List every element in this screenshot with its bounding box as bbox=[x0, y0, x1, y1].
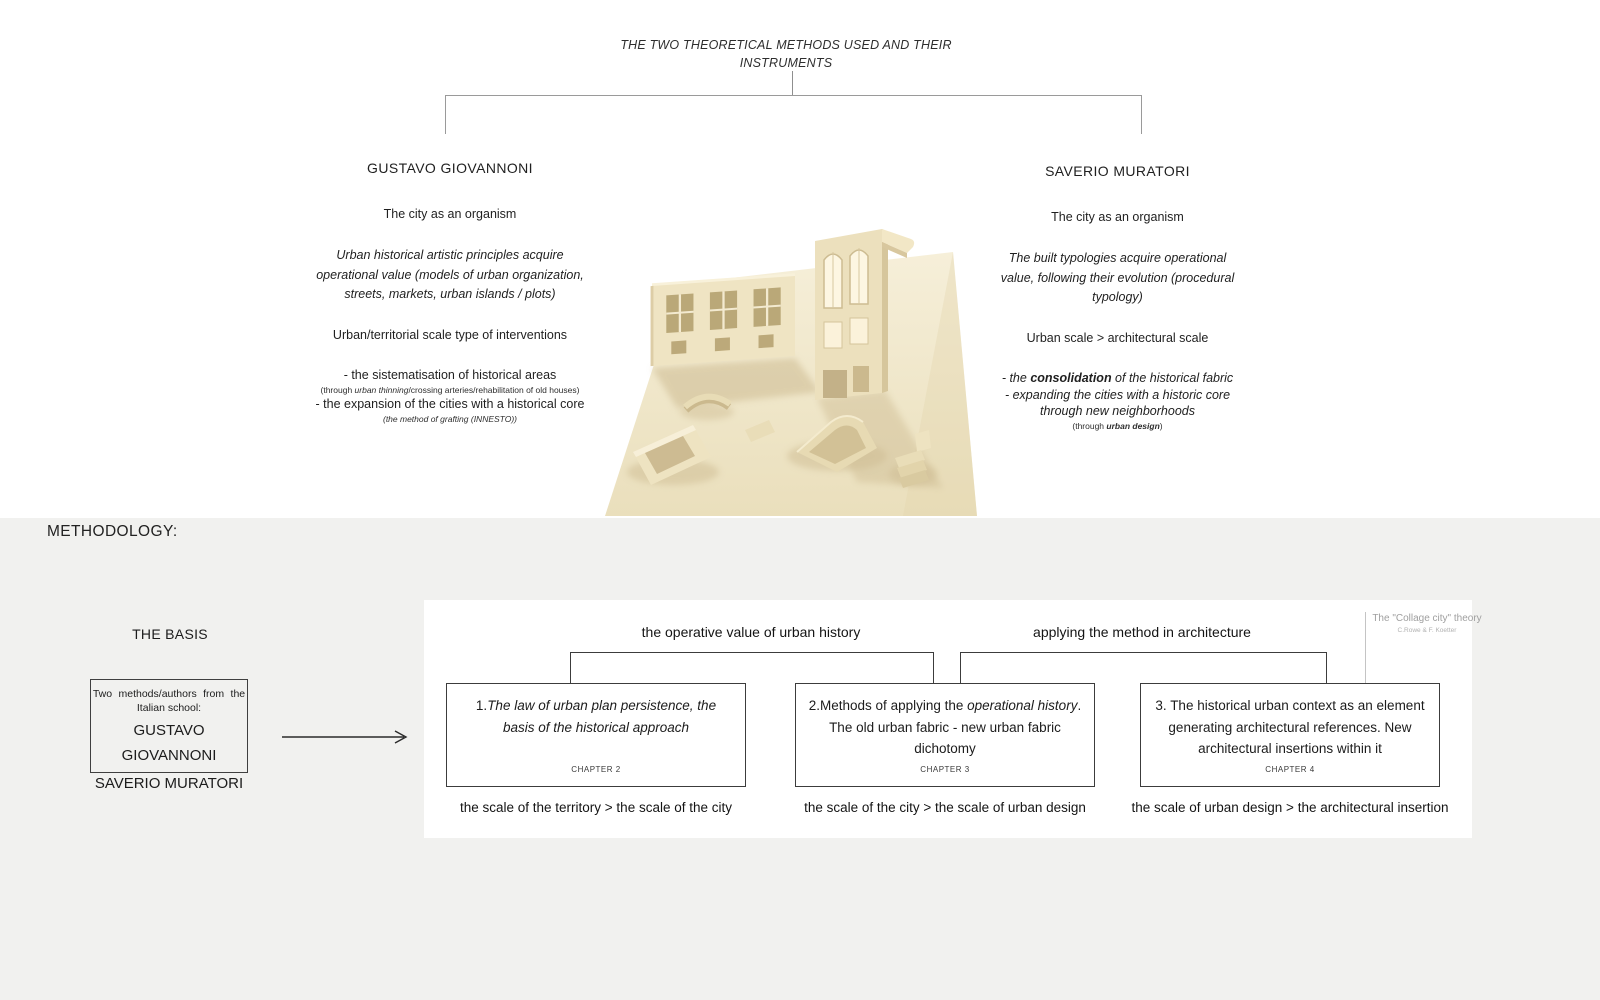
scale-caption-1: the scale of the territory > the scale of the city bbox=[459, 800, 732, 815]
bracket-right-connector bbox=[960, 652, 1327, 684]
basis-name-giovannoni: GUSTAVO GIOVANNONI bbox=[121, 722, 217, 765]
muratori-name: SAVERIO MURATORI bbox=[1045, 163, 1190, 179]
basis-intro-line2: Italian school: bbox=[136, 702, 202, 715]
title-connector-line bbox=[792, 71, 793, 95]
chapter-box-1-chapter: CHAPTER 2 bbox=[571, 765, 621, 775]
bracket-left-label: the operative value of urban history bbox=[641, 624, 861, 640]
arrow-right-connector bbox=[280, 727, 412, 747]
muratori-item-note: (through urban design) bbox=[1072, 421, 1163, 432]
diagram-title-line2: INSTRUMENTS bbox=[739, 55, 833, 70]
collage-city-note bbox=[1368, 613, 1486, 634]
muratori-item3: through new neighborhoods bbox=[1040, 404, 1195, 419]
giovannoni-scale: Urban/territorial scale type of interventions bbox=[332, 327, 568, 342]
chapter-box-1-title: 1.The law of urban plan persistence, the basis of the historical approach bbox=[475, 698, 717, 735]
chapter-box-3-chapter: CHAPTER 4 bbox=[1265, 765, 1315, 775]
giovannoni-item1: - the sistematisation of historical areas bbox=[343, 367, 557, 382]
giovannoni-organism: The city as an organism bbox=[383, 207, 517, 222]
collage-note-authors: C.Rowe & F. Koetter bbox=[1397, 627, 1457, 634]
top-bracket-connector bbox=[445, 95, 1142, 134]
muratori-scale: Urban scale > architectural scale bbox=[1026, 330, 1209, 345]
chapter-box-3 bbox=[1140, 683, 1440, 787]
muratori-principle: The built typologies acquire operational value, following their evolution (procedural typology) bbox=[1000, 251, 1235, 305]
chapter-box-1 bbox=[446, 683, 746, 787]
diagram-title bbox=[616, 37, 956, 72]
chapter-box-3-title: 3. The historical urban context as an element generating architectural references. New architectural insertions within it bbox=[1155, 698, 1425, 757]
bracket-right-label: applying the method in architecture bbox=[1033, 624, 1251, 640]
giovannoni-column bbox=[305, 158, 595, 425]
methodology-panel bbox=[424, 600, 1482, 838]
muratori-item1: - the consolidation of the historical fabric bbox=[1001, 370, 1234, 385]
giovannoni-item1-note: (through urban thinning/crossing arteries/rehabilitation of old houses) bbox=[320, 384, 580, 395]
basis-box bbox=[90, 679, 248, 793]
chapter-box-2 bbox=[795, 683, 1095, 787]
scale-caption-3: the scale of urban design > the architectural insertion bbox=[1131, 800, 1449, 815]
chapter-box-2-title: 2.Methods of applying the operational history. The old urban fabric - new urban fabric dichotomy bbox=[808, 698, 1082, 757]
model-facade-left bbox=[651, 273, 795, 366]
basis-name-muratori: SAVERIO MURATORI bbox=[94, 775, 244, 793]
giovannoni-item2-note: (the method of grafting (INNESTO)) bbox=[382, 413, 517, 424]
collage-note-line bbox=[1365, 612, 1366, 683]
chapter-box-2-chapter: CHAPTER 3 bbox=[920, 765, 970, 775]
collage-note-title: The "Collage city" theory bbox=[1372, 613, 1482, 624]
diagram-title-line1: THE TWO THEORETICAL METHODS USED AND THEIR bbox=[620, 38, 952, 52]
bracket-left-connector bbox=[570, 652, 934, 684]
muratori-organism: The city as an organism bbox=[1051, 210, 1184, 225]
methodology-label: METHODOLOGY: bbox=[47, 523, 178, 540]
basis-title: THE BASIS bbox=[132, 626, 208, 642]
paper-model-illustration bbox=[585, 220, 1025, 522]
basis-intro-line1: Two methods/authors from the bbox=[92, 688, 246, 700]
giovannoni-item2: - the expansion of the cities with a historical core bbox=[315, 396, 585, 411]
giovannoni-principle: Urban historical artistic principles acquire operational value (models of urban organization, streets, markets, urban islands / plots) bbox=[316, 248, 584, 302]
giovannoni-name: GUSTAVO GIOVANNONI bbox=[367, 160, 533, 176]
muratori-item2: - expanding the cities with a historic core bbox=[1004, 387, 1231, 402]
scale-caption-2: the scale of the city > the scale of urban design bbox=[804, 800, 1086, 815]
